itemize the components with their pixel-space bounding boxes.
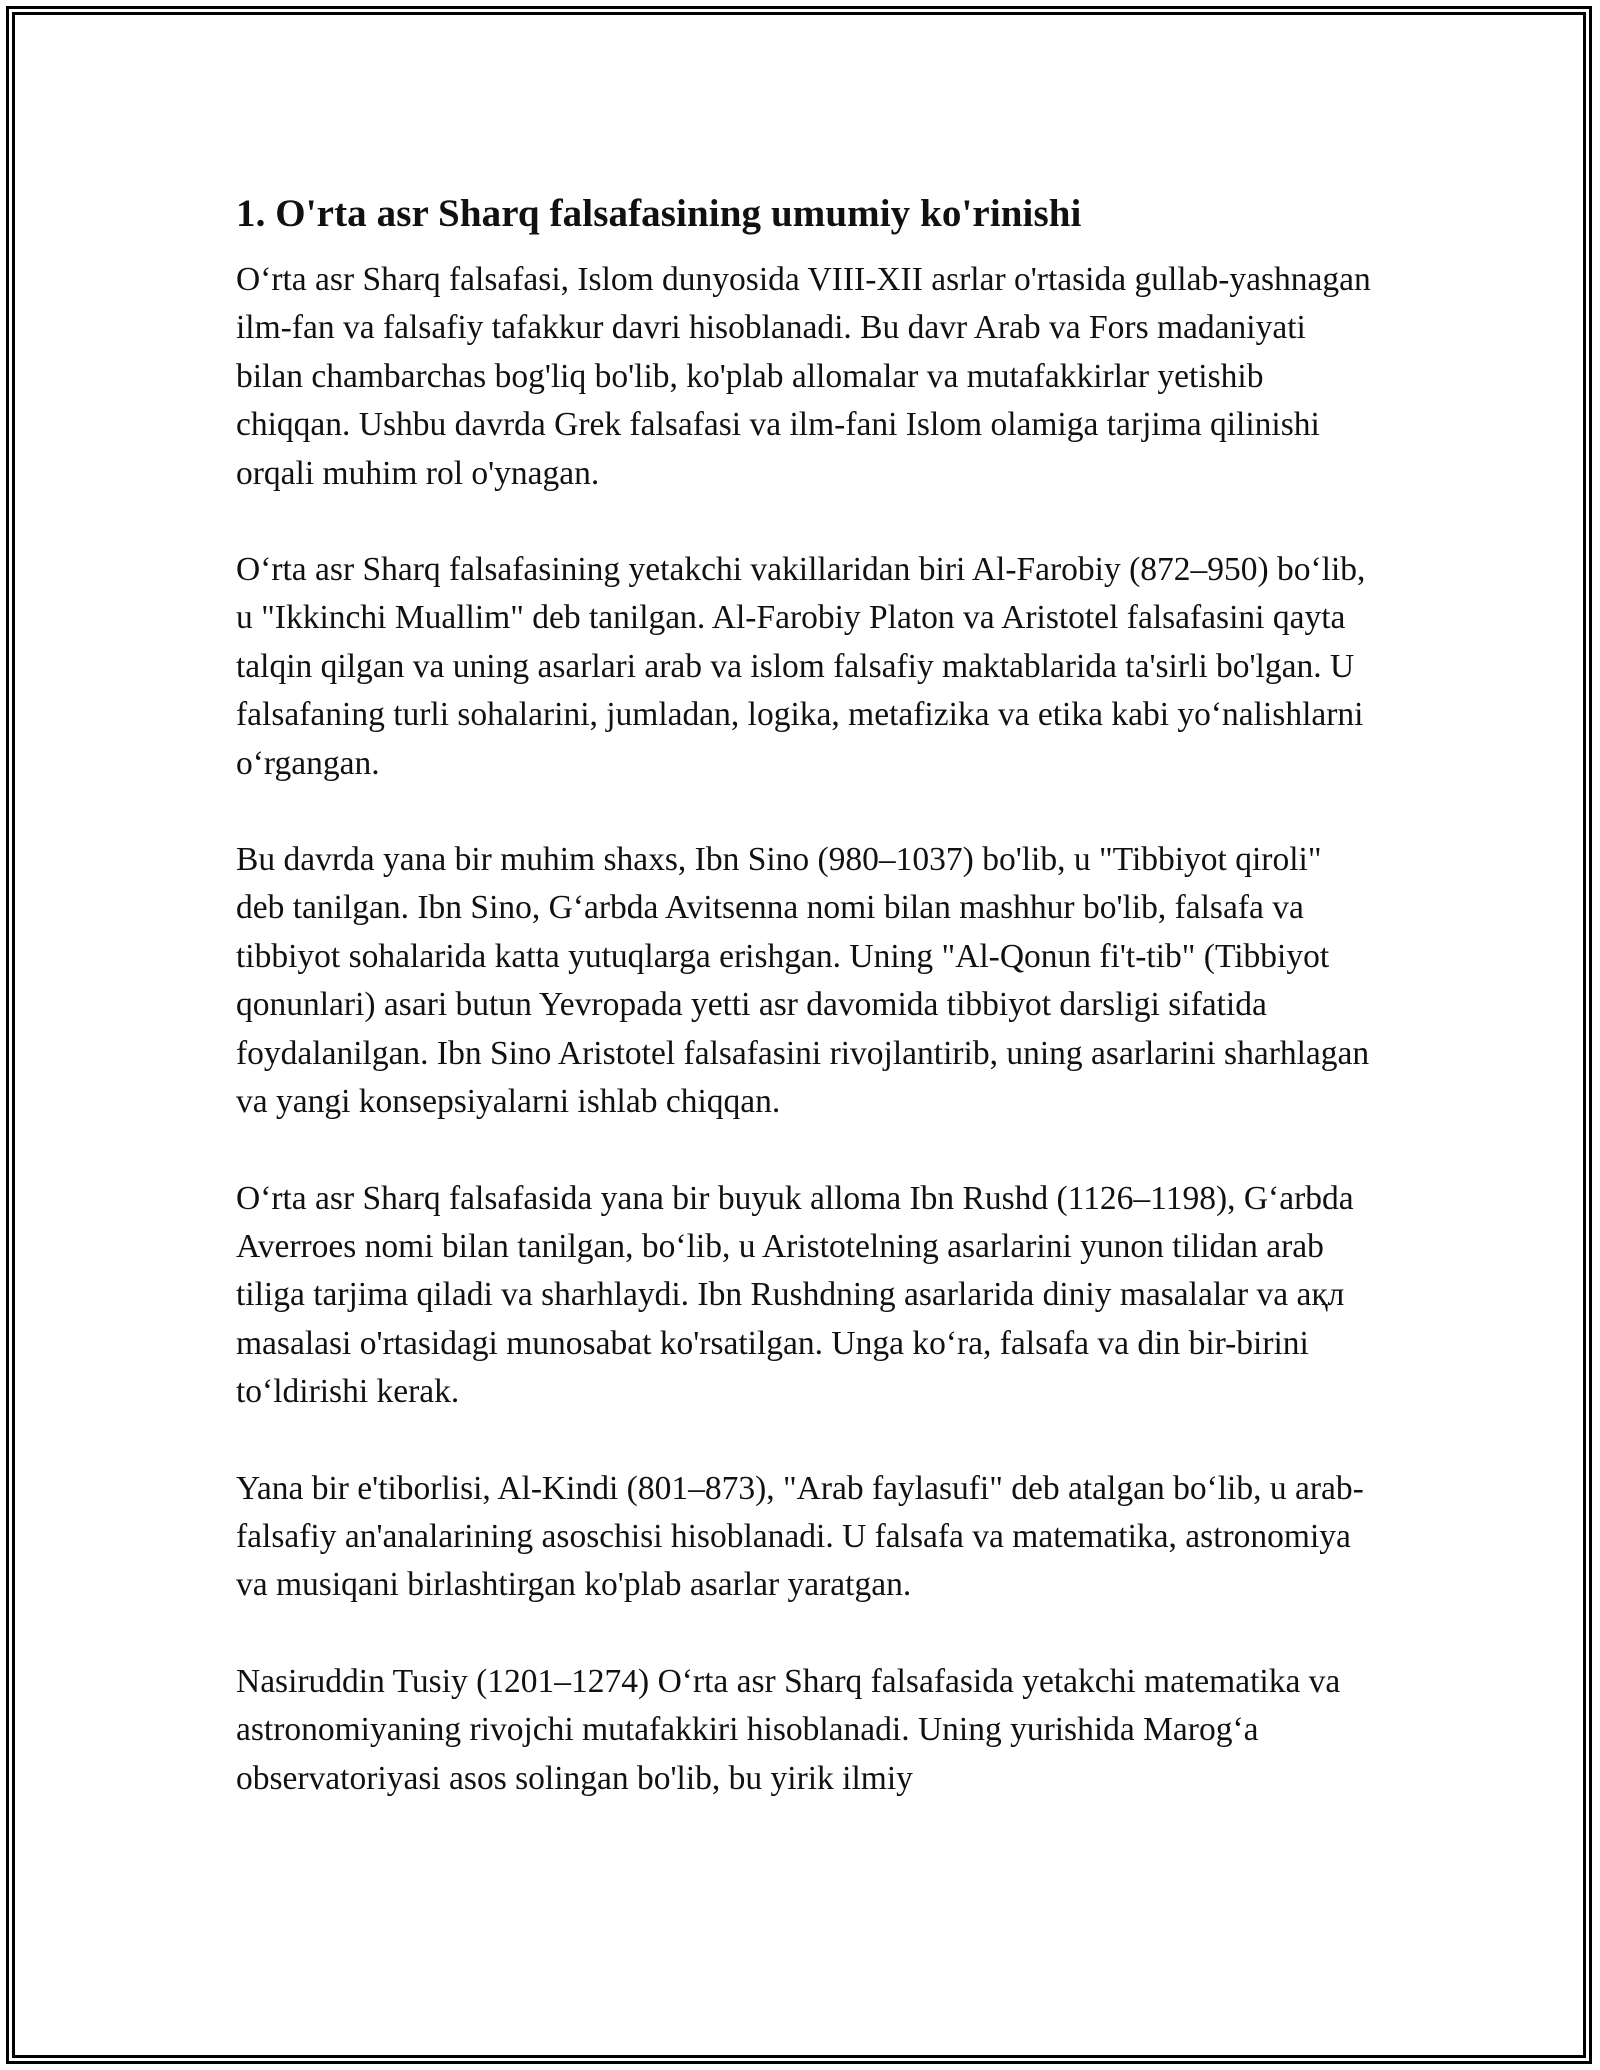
paragraph-ibn-rushd: O‘rta asr Sharq falsafasida yana bir buyuk alloma Ibn Rushd (1126–1198), G‘arbda Averroes nomi bilan tanilgan, bo‘lib, u Aristotelning asarlarini yunon tilidan arab tiliga tarjima qiladi va sharhlaydi. Ibn Rushdning asarlarida diniy masalalar va ақл masalasi o'rtasidagi munosabat ko'rsatilgan. Unga ko‘ra, falsafa va din bir-birini to‘ldirishi kerak. <box>236 1179 1354 1411</box>
document-body <box>236 184 1376 1803</box>
paragraph-al-farobiy: O‘rta asr Sharq falsafasining yetakchi vakillaridan biri Al-Farobiy (872–950) bo‘lib, u "Ikkinchi Muallim" deb tanilgan. Al-Farobiy Platon va Aristotel falsafasini qayta talqin qilgan va uning asarlari arab va islom falsafiy maktablarida ta'sirli bo'lgan. U falsafaning turli sohalarini, jumladan, logika, metafizika va etika kabi yo‘nalishlarni o‘rgangan. <box>236 551 1366 782</box>
section-heading: 1. O'rta asr Sharq falsafasining umumiy ko'rinishi <box>236 192 1082 235</box>
paragraph-intro: O‘rta asr Sharq falsafasi, Islom dunyosida VIII-XII asrlar o'rtasida gullab-yashnagan ilm-fan va falsafiy tafakkur davri hisoblanadi. Bu davr Arab va Fors madaniyati bilan chambarchas bog'liq bo'lib, ko'plab allomalar va mutafakkirlar yetishib chiqqan. Ushbu davrda Grek falsafasi va ilm-fani Islom olamiga tarjima qilinishi orqali muhim rol o'ynagan. <box>236 261 1371 492</box>
paragraph-al-kindi: Yana bir e'tiborlisi, Al-Kindi (801–873), "Arab faylasufi" deb atalgan bo‘lib, u arab-falsafiy an'analarining asoschisi hisoblanadi. U falsafa va matematika, astronomiya va musiqani birlashtirgan ko'plab asarlar yaratgan. <box>236 1469 1364 1604</box>
paragraph-ibn-sino: Bu davrda yana bir muhim shaxs, Ibn Sino (980–1037) bo'lib, u "Tibbiyot qiroli" deb tanilgan. Ibn Sino, G‘arbda Avitsenna nomi bilan mashhur bo'lib, falsafa va tibbiyot sohalarida katta yutuqlarga erishgan. Uning "Al-Qonun fi't-tib" (Tibbiyot qonunlari) asari butun Yevropada yetti asr davomida tibbiyot darsligi sifatida foydalanilgan. Ibn Sino Aristotel falsafasini rivojlantirib, uning asarlarini sharhlagan va yangi konsepsiyalarni ishlab chiqqan. <box>236 841 1370 1121</box>
paragraph-nasiruddin-tusiy: Nasiruddin Tusiy (1201–1274) O‘rta asr Sharq falsafasida yetakchi matematika va astronomiyaning rivojchi mutafakkiri hisoblanadi. Uning yurishida Marog‘a observatoriyasi asos solingan bo'lib, bu yirik ilmiy <box>236 1662 1341 1797</box>
